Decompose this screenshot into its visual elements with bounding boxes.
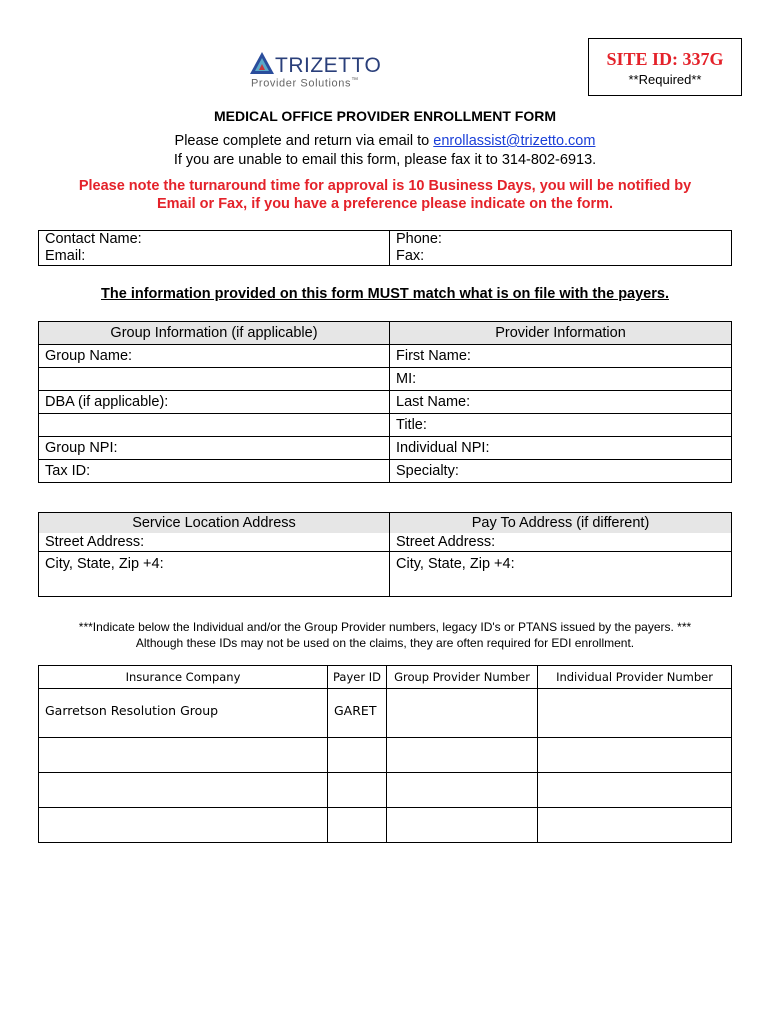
group-provider-number-cell[interactable]: [387, 808, 538, 843]
turnaround-note-line1: Please note the turnaround time for approval is 10 Business Days, you will be notified by: [78, 178, 692, 194]
insurance-company-header: Insurance Company: [39, 666, 328, 689]
email-link[interactable]: enrollassist@trizetto.com: [433, 133, 596, 149]
contact-email-field[interactable]: Email:: [39, 248, 390, 266]
email-instruction-text: Please complete and return via email to: [174, 133, 434, 149]
group-name-field[interactable]: Group Name:: [39, 345, 390, 368]
pay-to-header: Pay To Address (if different): [390, 513, 732, 534]
payer-id-cell[interactable]: [328, 808, 387, 843]
title-field[interactable]: Title:: [390, 414, 732, 437]
contact-table: [38, 230, 732, 266]
dba-continuation[interactable]: [39, 414, 390, 437]
group-provider-number-cell[interactable]: [387, 738, 538, 773]
payer-id-header: Payer ID: [328, 666, 387, 689]
turnaround-note-line2: Email or Fax, if you have a preference please indicate on the form.: [156, 196, 614, 212]
fax-instruction: If you are unable to email this form, please fax it to 314-802-6913.: [173, 152, 597, 168]
indicate-note-line1: ***Indicate below the Individual and/or the Group Provider numbers, legacy ID's or PTANS issued by the payers. ***: [78, 620, 692, 634]
logo-trademark: ™: [351, 77, 359, 84]
service-city-field[interactable]: City, State, Zip +4:: [39, 552, 390, 597]
first-name-field[interactable]: First Name:: [390, 345, 732, 368]
dba-field[interactable]: DBA (if applicable):: [39, 391, 390, 414]
service-location-header: Service Location Address: [39, 513, 390, 534]
trizetto-logo: [250, 50, 382, 92]
individual-provider-number-cell[interactable]: [538, 808, 732, 843]
address-table: [38, 512, 732, 597]
fax-field[interactable]: Fax:: [390, 248, 732, 266]
individual-provider-number-cell[interactable]: [538, 689, 732, 738]
provider-info-header: Provider Information: [390, 322, 732, 345]
last-name-field[interactable]: Last Name:: [390, 391, 732, 414]
logo-subtitle: Provider Solutions™: [251, 77, 359, 90]
group-name-continuation[interactable]: [39, 368, 390, 391]
individual-provider-number-cell[interactable]: [538, 773, 732, 808]
group-provider-table: [38, 321, 732, 483]
table-row: [39, 689, 732, 738]
must-match-notice: The information provided on this form MUST match what is on file with the payers.: [101, 286, 669, 302]
table-row: [39, 773, 732, 808]
insurance-company-cell[interactable]: [39, 738, 328, 773]
payto-city-field[interactable]: City, State, Zip +4:: [390, 552, 732, 597]
mi-field[interactable]: MI:: [390, 368, 732, 391]
payer-id-cell[interactable]: GARET: [328, 689, 387, 738]
indicate-note-line2: Although these IDs may not be used on the claims, they are often required for EDI enrollment.: [135, 636, 635, 650]
payto-street-field[interactable]: Street Address:: [390, 533, 732, 552]
insurance-company-cell[interactable]: [39, 808, 328, 843]
required-label: **Required**: [628, 72, 702, 87]
insurance-company-cell[interactable]: [39, 773, 328, 808]
payer-id-cell[interactable]: [328, 738, 387, 773]
trizetto-logo-icon: [250, 52, 274, 76]
group-info-header: Group Information (if applicable): [39, 322, 390, 345]
group-provider-number-header: Group Provider Number: [387, 666, 538, 689]
insurance-company-cell[interactable]: Garretson Resolution Group: [39, 689, 328, 738]
specialty-field[interactable]: Specialty:: [390, 460, 732, 483]
table-row: [39, 808, 732, 843]
group-provider-number-cell[interactable]: [387, 773, 538, 808]
tax-id-field[interactable]: Tax ID:: [39, 460, 390, 483]
contact-name-field[interactable]: Contact Name:: [39, 231, 390, 249]
payer-id-cell[interactable]: [328, 773, 387, 808]
site-id: SITE ID: 337G: [606, 49, 724, 69]
insurance-table: [38, 665, 732, 843]
individual-provider-number-cell[interactable]: [538, 738, 732, 773]
table-row: [39, 738, 732, 773]
group-provider-number-cell[interactable]: [387, 689, 538, 738]
form-title: MEDICAL OFFICE PROVIDER ENROLLMENT FORM: [214, 108, 556, 124]
email-instruction: [0, 133, 770, 149]
service-street-field[interactable]: Street Address:: [39, 533, 390, 552]
logo-name: TRIZETTO: [275, 54, 382, 77]
phone-field[interactable]: Phone:: [390, 231, 732, 249]
individual-npi-field[interactable]: Individual NPI:: [390, 437, 732, 460]
individual-provider-number-header: Individual Provider Number: [538, 666, 732, 689]
group-npi-field[interactable]: Group NPI:: [39, 437, 390, 460]
site-id-box: [588, 38, 742, 96]
